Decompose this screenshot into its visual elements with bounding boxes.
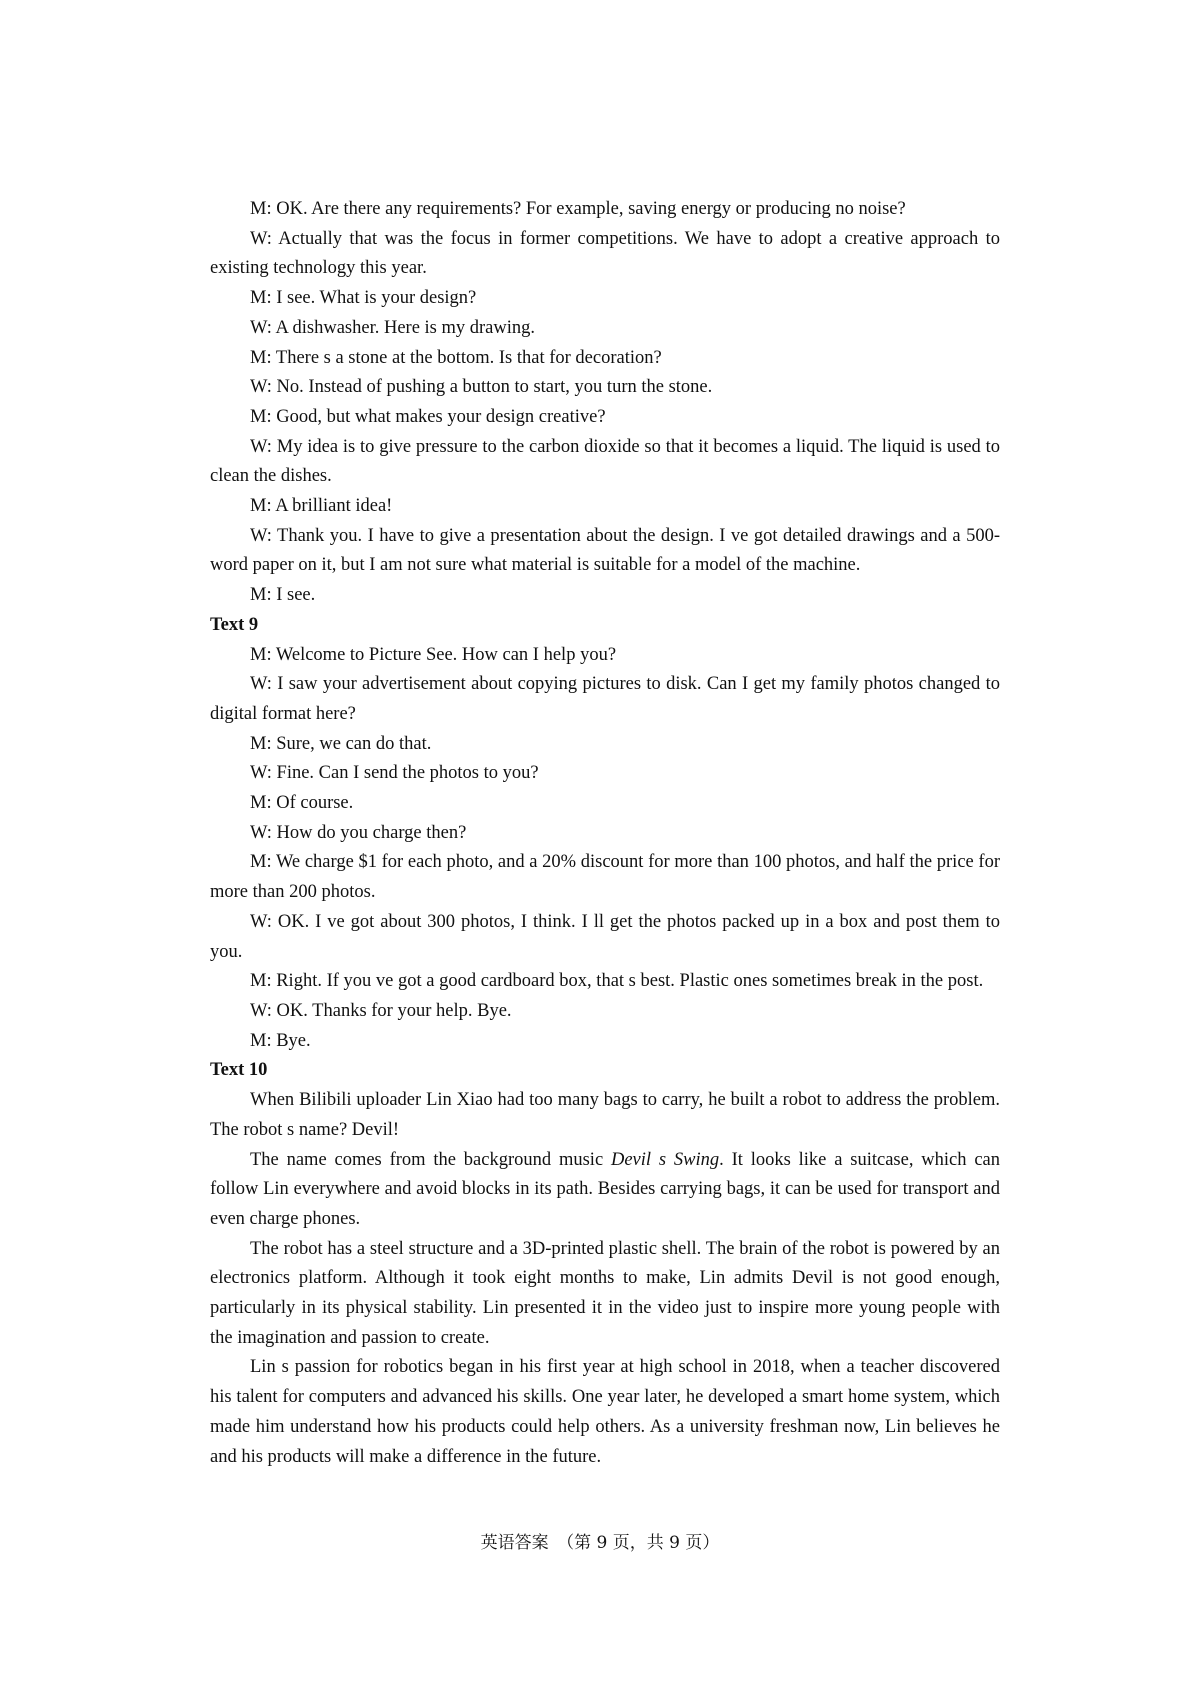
dialogue-line: M: I see. [250, 585, 316, 606]
song-title: Devil s Swing [610, 1149, 720, 1170]
dialogue-line: W: OK. I ve got about 300 photos, I think. I ll get the photos packed up in a box and post them to you. [210, 911, 1001, 962]
dialogue-line: W: A dishwasher. Here is my drawing. [250, 317, 536, 338]
dialogue-line: M: OK. Are there any requirements? For example, saving energy or producing no noise? [250, 199, 906, 219]
dialogue-line: M: Sure, we can do that. [250, 733, 432, 754]
dialogue-line: W: I saw your advertisement about copying pictures to disk. Can I get my family photos changed to digital format here? [210, 674, 1000, 724]
text10-paragraph-3: The robot has a steel structure and a 3D-printed plastic shell. The brain of the robot is powered by an electronics platform. Although it took eight months to make, Lin admits Devil is not good enough, particularly in its physical stability. Lin presented it in the video just to inspire more young people with the imagination and passion to create. [210, 1238, 1000, 1348]
dialogue-line: W: Actually that was the focus in former competitions. We have to adopt a creative approach to existing technology this year. [210, 228, 1000, 279]
text10-heading: Text 10 [210, 1060, 268, 1081]
dialogue-line: M: Of course. [250, 793, 354, 814]
text9-dialogue [210, 641, 1000, 1057]
dialogue-line: W: How do you charge then? [250, 822, 467, 843]
dialogue-line: M: I see. What is your design? [250, 288, 477, 309]
dialogue-line: M: Good, but what makes your design creative? [250, 406, 606, 427]
dialogue-line: M: Bye. [250, 1030, 311, 1051]
text10-paragraph-2: The name comes from the background music Devil s Swing. It looks like a suitcase, which can follow Lin everywhere and avoid blocks in its path. Besides carrying bags, it can be used for transport and even charge phones. [210, 1149, 1000, 1229]
dialogue-line: W: Thank you. I have to give a presentation about the design. I ve got detailed drawings and a 500-word paper on it, but I am not sure what material is suitable for a model of the machine. [210, 525, 1000, 576]
dialogue-line: M: We charge $1 for each photo, and a 20% discount for more than 100 photos, and half the price for more than 200 photos. [210, 852, 1000, 903]
text10-paragraph-1: When Bilibili uploader Lin Xiao had too many bags to carry, he built a robot to address the problem. The robot s name? Devil! [210, 1090, 1000, 1140]
answer-transcript [210, 195, 1000, 1472]
dialogue-line: W: Fine. Can I send the photos to you? [250, 763, 539, 784]
dialogue-line: M: Welcome to Picture See. How can I help you? [250, 644, 617, 665]
dialogue-line: M: Right. If you ve got a good cardboard box, that s best. Plastic ones sometimes break in the post. [250, 971, 984, 992]
dialogue-line: M: A brilliant idea! [250, 496, 393, 517]
dialogue-line: W: No. Instead of pushing a button to start, you turn the stone. [250, 377, 713, 398]
dialogue-line: W: My idea is to give pressure to the carbon dioxide so that it becomes a liquid. The liquid is used to clean the dishes. [210, 436, 1001, 487]
text10-paragraph-4: Lin s passion for robotics began in his first year at high school in 2018, when a teacher discovered his talent for computers and advanced his skills. One year later, he developed a smart home system, which made him understand how his products could help others. As a university freshman now, Lin believes he and his products will make a difference in the future. [210, 1357, 1000, 1467]
text9-heading: Text 9 [210, 614, 259, 635]
dialogue-line: M: There s a stone at the bottom. Is that for decoration? [250, 347, 662, 368]
page-footer: 英语答案 （第 9 页，共 9 页） [480, 1533, 720, 1553]
dialogue-line: W: OK. Thanks for your help. Bye. [250, 1000, 512, 1021]
text8-dialogue [210, 195, 1000, 611]
